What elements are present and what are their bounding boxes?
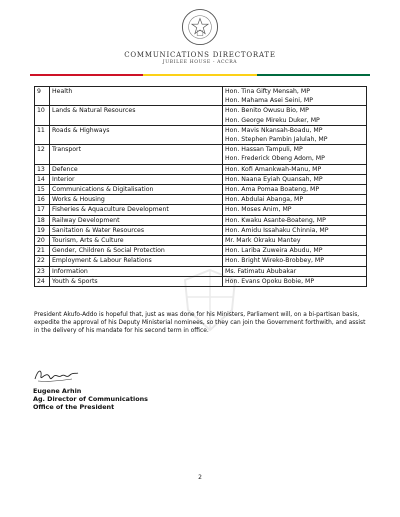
row-number: 11 bbox=[35, 125, 50, 144]
ministry-name: Railway Development bbox=[50, 215, 223, 225]
row-number: 10 bbox=[35, 106, 50, 125]
nominee-name: Hon. Abdulai Abanga, MP bbox=[225, 196, 304, 204]
nominee-cell bbox=[223, 195, 367, 205]
nominee-cell bbox=[223, 246, 367, 256]
nominee-cell bbox=[223, 106, 367, 125]
handwritten-signature bbox=[32, 365, 80, 385]
table-row bbox=[35, 87, 367, 106]
row-number: 21 bbox=[35, 246, 50, 256]
nominee-name: Ms. Fatimatu Abubakar bbox=[225, 267, 297, 275]
nominee-cell bbox=[223, 125, 367, 144]
flag-color-bar bbox=[30, 74, 370, 76]
ministry-name: Sanitation & Water Resources bbox=[50, 225, 223, 235]
table-row bbox=[35, 276, 367, 286]
nominee-cell bbox=[223, 256, 367, 266]
ministry-name: Information bbox=[50, 266, 223, 276]
row-number: 12 bbox=[35, 145, 50, 164]
nominee-cell bbox=[223, 145, 367, 164]
nominee-name: Hon. Moses Anim, MP bbox=[225, 206, 292, 214]
table-row bbox=[35, 195, 367, 205]
table-row bbox=[35, 125, 367, 144]
signatory-office: Office of the President bbox=[33, 403, 115, 411]
nominee-name: Hon. Tina Gifty Mensah, MP bbox=[225, 88, 310, 95]
ministry-name: Defence bbox=[50, 164, 223, 174]
row-number: 23 bbox=[35, 266, 50, 276]
nominee-cell bbox=[223, 164, 367, 174]
closing-paragraph: President Akufo-Addo is hopeful that, just as was done for his Ministers, Parliament will, on a bi-partisan basis, expedite the approval of his Deputy Ministerial nominees, so they can join the Government forthwith, and assist in the delivery of his mandate for his second term in office. bbox=[34, 312, 366, 335]
page-number: 2 bbox=[198, 474, 202, 481]
row-number: 15 bbox=[35, 185, 50, 195]
nominee-name: Hon. Benito Owusu Bio, MP bbox=[225, 107, 309, 115]
ministry-name: Communications & Digitalisation bbox=[50, 185, 223, 195]
table-row bbox=[35, 266, 367, 276]
row-number: 19 bbox=[35, 225, 50, 235]
row-number: 9 bbox=[35, 87, 50, 106]
table-row bbox=[35, 256, 367, 266]
nominee-cell bbox=[223, 215, 367, 225]
nominee-name: Hon. Naana Eyiah Quansah, MP bbox=[225, 175, 323, 183]
nominee-name: Mr. Mark Okraku Mantey bbox=[225, 237, 301, 245]
presidential-seal-icon bbox=[181, 8, 219, 46]
flag-gold-stripe bbox=[143, 74, 256, 76]
table-row bbox=[35, 174, 367, 184]
ministry-name: Lands & Natural Resources bbox=[50, 106, 223, 125]
nominee-cell bbox=[223, 266, 367, 276]
deputy-ministers-table bbox=[34, 86, 366, 287]
directorate-title: COMMUNICATIONS DIRECTORATE bbox=[124, 51, 276, 59]
signature-block bbox=[33, 387, 148, 411]
row-number: 17 bbox=[35, 205, 50, 215]
flag-red-stripe bbox=[30, 74, 143, 76]
nominee-name: Hon. Evans Opoku Bobie, MP bbox=[225, 277, 315, 285]
nominee-name: Hon. Bright Wireko-Brobbey, MP bbox=[225, 257, 324, 265]
nominee-cell bbox=[223, 276, 367, 286]
row-number: 24 bbox=[35, 276, 50, 286]
nominee-name: Hon. Mavis Nkansah-Boadu, MP bbox=[225, 126, 323, 134]
table-row bbox=[35, 236, 367, 246]
row-number: 16 bbox=[35, 195, 50, 205]
ministry-name: Roads & Highways bbox=[50, 125, 223, 144]
table-row bbox=[35, 246, 367, 256]
nominee-cell bbox=[223, 225, 367, 235]
table-row bbox=[35, 106, 367, 125]
ministry-name: Health bbox=[50, 87, 223, 106]
nominee-cell bbox=[223, 205, 367, 215]
nominee-name: Hon. Amidu Issahaku Chinnia, MP bbox=[225, 226, 329, 234]
nominee-name: Hon. Kofi Amankwah-Manu, MP bbox=[225, 165, 322, 173]
nominee-cell bbox=[223, 174, 367, 184]
ministry-name: Interior bbox=[50, 174, 223, 184]
table-row bbox=[35, 164, 367, 174]
nominee-name: Hon. Lariba Zuweira Abudu, MP bbox=[225, 247, 323, 255]
ministry-name: Youth & Sports bbox=[50, 276, 223, 286]
nominee-name: Hon. George Mireku Duker, MP bbox=[225, 116, 320, 124]
nominee-cell bbox=[223, 185, 367, 195]
table-row bbox=[35, 205, 367, 215]
nominee-name: Hon. Frederick Obeng Adom, MP bbox=[225, 155, 325, 163]
flag-green-stripe bbox=[257, 74, 370, 76]
nominee-cell bbox=[223, 236, 367, 246]
ministry-name: Employment & Labour Relations bbox=[50, 256, 223, 266]
nominee-name: Hon. Ama Pomaa Boateng, MP bbox=[225, 186, 320, 194]
table-row bbox=[35, 185, 367, 195]
row-number: 18 bbox=[35, 215, 50, 225]
nominee-cell bbox=[223, 87, 367, 106]
signatory-name: Eugene Arhin bbox=[33, 387, 82, 395]
nominee-name: Hon. Kwaku Asante-Boateng, MP bbox=[225, 216, 326, 224]
row-number: 20 bbox=[35, 236, 50, 246]
nominee-name: Hon. Mahama Asei Seini, MP bbox=[225, 97, 313, 105]
ministry-name: Fisheries & Aquaculture Development bbox=[50, 205, 223, 215]
ministry-name: Transport bbox=[50, 145, 223, 164]
row-number: 14 bbox=[35, 174, 50, 184]
table-row bbox=[35, 145, 367, 164]
table-row bbox=[35, 225, 367, 235]
table-row bbox=[35, 215, 367, 225]
directorate-subtitle: JUBILEE HOUSE - ACCRA bbox=[162, 60, 238, 65]
row-number: 13 bbox=[35, 164, 50, 174]
signatory-title: Ag. Director of Communications bbox=[33, 395, 148, 403]
ministry-name: Tourism, Arts & Culture bbox=[50, 236, 223, 246]
ministry-name: Gender, Children & Social Protection bbox=[50, 246, 223, 256]
letterhead bbox=[0, 8, 400, 65]
row-number: 22 bbox=[35, 256, 50, 266]
nominee-name: Hon. Hassan Tampuli, MP bbox=[225, 146, 303, 154]
ministry-name: Works & Housing bbox=[50, 195, 223, 205]
nominee-name: Hon. Stephen Pambin Jalulah, MP bbox=[225, 136, 328, 144]
